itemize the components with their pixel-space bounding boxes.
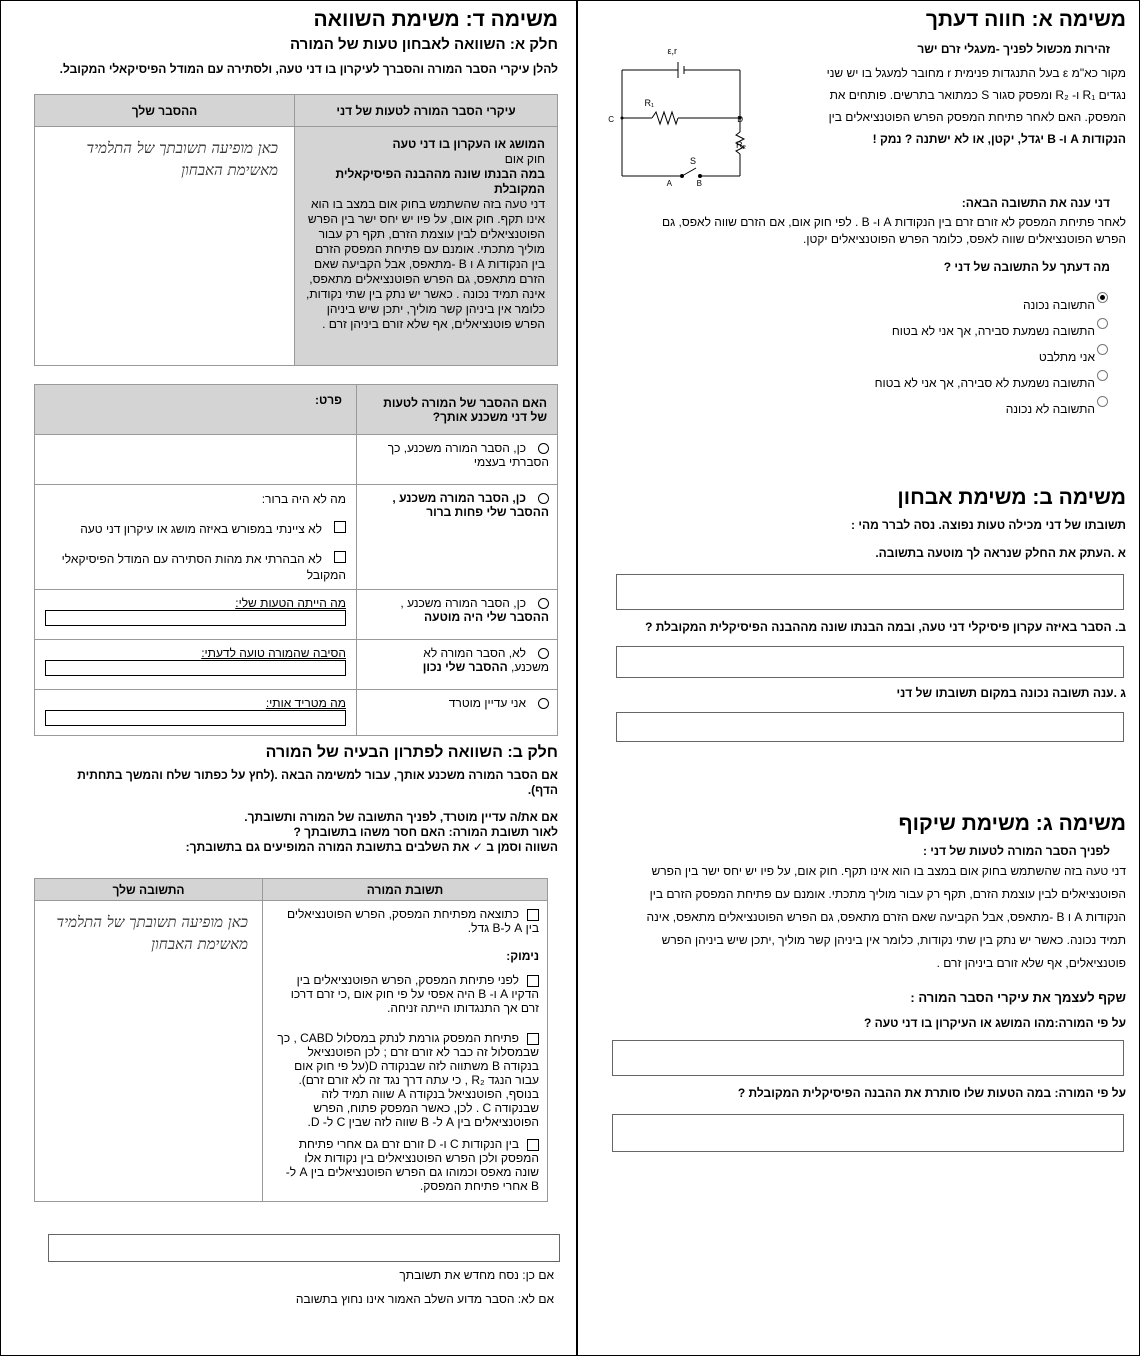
task-b-title: משימה ב: משימת אבחון xyxy=(897,486,1126,509)
choice-label: כן, הסבר המורה משכנע , xyxy=(400,596,526,610)
col-header-teacher: עיקרי הסבר המורה לטעות של דני xyxy=(295,95,558,127)
teacher-explanation-line-1: דני טעה בזה שהשתמש בחוק אום במצב בו הוא אינו תקף. חוק אום, על פיו יש יחס ישר בין הפרש xyxy=(651,864,1126,878)
task-d-part-b-title: חלק ב: השוואה לפתרון הבעיה של המורה xyxy=(265,744,558,761)
task-c-summary: שקף לעצמך את עיקרי הסבר המורה : xyxy=(910,990,1126,1005)
bothered-details xyxy=(35,690,357,736)
step-2[interactable] xyxy=(277,973,539,1015)
radio-button[interactable] xyxy=(538,493,549,504)
choice-label-cont: משכנע, xyxy=(507,660,549,674)
task-b-question-b: ב. הסבר באיזה עקרון פיסיקלי דני טעה, ובמה הבנתו שונה מההבנה הפיסיקלית המקובלת ? xyxy=(645,620,1126,634)
choice-convinced-wrong[interactable] xyxy=(357,590,558,640)
circuit-label-r2: R₂ xyxy=(736,140,746,150)
difference-body: דני טעה בזה שהשתמש בחוק אום במצב בו הוא אינו תקף. חוק אום, על פיו יש יחס ישר בין הפרש הפוטנציאלים לבין עוצמת הזרם, תקף רק עבור מוליך מתכתי. אומנם עם פתיחת המפסק הזרם בין הנקודות A ו B -מתאפס, אבל הקביעה שאם הזרם מתאפס, גם הפרש הפוטנציאלים מתאפס, אינה תמיד נכונה . כאשר יש נתק בין שתי נקודות, כלומר אין ביניהן קשר מוליך, יתכן שיש ביניהן הפרש פוטנציאלים, אף שלא זורם ביניהן זרם . xyxy=(306,197,545,331)
dani-answer-line-1: לאחר פתיחת המפסק לא זורם זרם בין הנקודות A ו- B . לפי חוק אום, אם הזרם שווה לאפס, גם xyxy=(661,215,1126,229)
step-4[interactable] xyxy=(277,1137,539,1193)
reason-input[interactable] xyxy=(45,660,346,676)
reason-label: הסיבה שהמורה טועה לדעתי: xyxy=(201,646,346,660)
radio-button[interactable] xyxy=(1097,292,1108,303)
task-c-question-1: על פי המורה:מהו המושג או העיקרון בו דני טעה ? xyxy=(863,1016,1126,1030)
column-divider xyxy=(576,0,578,1356)
task-d-part-a-subtitle: להלן עיקרי הסבר המורה והסברך לעיקרון בו דני טעה, ולסתירה עם המודל הפיסיקאלי המקובל. xyxy=(59,62,558,76)
task-a-title: משימה א: חווה דעתך xyxy=(925,8,1126,31)
choice-label: כן, הסבר המורה משכנע , xyxy=(392,491,526,505)
task-b-question-c: ג .ענה תשובה נכונה במקום תשובתו של דני xyxy=(896,686,1126,700)
checkbox[interactable] xyxy=(527,1139,539,1151)
step-3[interactable] xyxy=(277,1031,539,1129)
conviction-header: האם ההסבר של המורה לטעות של דני משכנע אותך? xyxy=(357,385,558,435)
details-header: פרט: xyxy=(35,385,357,435)
step-text: כתוצאה מפתיחת המפסק, הפרש הפוטנציאלים בין A ל-B גדל. xyxy=(286,907,539,935)
choice-still-bothered[interactable] xyxy=(357,690,558,736)
not-convinced-details xyxy=(35,640,357,690)
task-d-part-a-title: חלק א: השוואה לאבחון טעות של המורה xyxy=(289,36,558,53)
right-column xyxy=(580,0,1138,1356)
option-correct[interactable] xyxy=(875,292,1108,318)
concept-value: חוק אום xyxy=(504,152,545,166)
step-1[interactable] xyxy=(277,907,539,935)
teacher-explanation-line-2: הפוטנציאלים לבין עוצמת הזרם, תקף רק עבור מוליך מתכתי. אומנם עם פתיחת המפסק הזרם בין xyxy=(649,887,1126,901)
footer-line-1: אם כן: נסח מחדש את תשובתך xyxy=(399,1268,554,1282)
choice-convinced-same[interactable] xyxy=(357,435,558,485)
task-a-line-4: הנקודות A ו- B יגדל, יקטן, או לא ישתנה ? נמק ! xyxy=(872,132,1126,146)
unclear-check-2[interactable] xyxy=(45,551,346,583)
circuit-diagram xyxy=(608,40,762,190)
circuit-label-d: D xyxy=(737,115,743,124)
col-header-teacher-answer: תשובת המורה xyxy=(263,879,548,901)
checkbox-label: לא ציינתי במפורש באיזה מושג או עיקרון דני טעה xyxy=(80,522,322,536)
task-c-question-2: על פי המורה: במה הטעות שלו סותרת את ההבנה הפיסיקלית המקובלת ? xyxy=(737,1086,1126,1100)
part-b-line-4: לאור תשובת המורה: האם חסר משהו בתשובתך ? xyxy=(293,825,558,839)
dani-answer-line-2: הפרש הפוטנציאלים שווה לאפס, כלומר הפרש הפוטנציאלים יקטן. xyxy=(803,232,1126,246)
choice-detail-empty xyxy=(35,435,357,485)
circuit-label-r1: R₁ xyxy=(644,98,654,108)
task-a-options xyxy=(875,292,1108,422)
circuit-label-a: A xyxy=(666,179,672,188)
option-label: התשובה נשמעת לא סבירה, אך אני לא בטוח xyxy=(874,376,1095,390)
radio-button[interactable] xyxy=(538,648,549,659)
wrong-details xyxy=(35,590,357,640)
choice-label: כן, הסבר המורה משכנע, כך הסברתי בעצמי xyxy=(387,441,549,469)
teacher-explanation-line-5: פוטנציאלים, אף שלא זורם ביניהן זרם . xyxy=(936,956,1126,970)
task-b-answer-c-field[interactable] xyxy=(616,712,1124,742)
checkbox[interactable] xyxy=(527,1033,539,1045)
choice-not-convinced[interactable] xyxy=(357,640,558,690)
checkbox[interactable] xyxy=(334,551,346,563)
option-label: אני מתלבט xyxy=(1038,350,1095,364)
teacher-explanation-line-4: תמיד נכונה. כאשר יש נתק בין שתי נקודות, כלומר אין ביניהן קשר מוליך ,יתכן שיש ביניהן הפרש xyxy=(661,933,1126,947)
radio-button[interactable] xyxy=(1097,370,1108,381)
circuit-label-c: C xyxy=(608,115,614,124)
step-text: בין הנקודות C ו- D זורם זרם גם אחרי פתיחת המפסק ולכן הפרש הפוטנציאלים בין נקודות אלו שונה מאפס וכמוהו גם הפרש הפוטנציאלים בין A ל- B אחרי פתיחת המפסק. xyxy=(285,1137,539,1193)
teacher-explanation xyxy=(586,860,1126,975)
task-d-part-b-instructions xyxy=(18,768,558,855)
teacher-answer-cell xyxy=(263,901,548,1202)
radio-button[interactable] xyxy=(538,698,549,709)
checkbox[interactable] xyxy=(527,909,539,921)
footer-line-2: אם לא: הסבר מדוע השלב האמור אינו נחוץ בתשובה xyxy=(295,1292,554,1306)
option-incorrect[interactable] xyxy=(875,396,1108,422)
option-implausible[interactable] xyxy=(875,370,1108,396)
student-answer-placeholder: כאן מופיעה תשובתך של התלמיד מאשימת האבחון xyxy=(86,139,278,179)
task-a-question: מה דעתך על התשובה של דני ? xyxy=(943,260,1110,274)
unclear-check-1[interactable] xyxy=(45,521,346,537)
reason-label: נימוק: xyxy=(506,949,539,963)
choice-label: אני עדיין מוטרד xyxy=(448,696,526,710)
choice-label: לא, הסבר המורה לא xyxy=(423,646,526,660)
task-a-line-1: מקור כא"מ ε בעל התנגדות פנימית r מחובר למעגל בו יש שני xyxy=(826,66,1126,80)
rewrite-answer-field[interactable] xyxy=(48,1234,560,1262)
circuit-label-s: S xyxy=(689,156,696,166)
option-undecided[interactable] xyxy=(875,344,1108,370)
task-a-subtitle: זהירות מכשול לפניך -מעגלי זרם ישר xyxy=(917,42,1110,56)
radio-button[interactable] xyxy=(1097,344,1108,355)
option-label: התשובה לא נכונה xyxy=(1005,402,1095,416)
option-label: התשובה נכונה xyxy=(1022,298,1095,312)
task-c-subtitle: לפניך הסבר המורה לטעות של דני : xyxy=(922,844,1110,858)
wrong-input[interactable] xyxy=(45,610,346,626)
teacher-comparison-table xyxy=(34,94,558,366)
checkbox[interactable] xyxy=(334,521,346,533)
task-c-answer-2-field[interactable] xyxy=(612,1114,1124,1152)
task-d-title: משימה ד: משימת השוואה xyxy=(313,8,558,31)
bothered-label: מה מטריד אותי: xyxy=(265,696,346,710)
concept-heading: המושג או העקרון בו דני טעה xyxy=(392,137,545,151)
choice-label-emphasis: ההסבר שלי היה מוטעה xyxy=(424,610,549,624)
col-header-yours: ההסבר שלך xyxy=(35,95,295,127)
bothered-input[interactable] xyxy=(45,710,346,726)
radio-button[interactable] xyxy=(538,443,549,454)
radio-button[interactable] xyxy=(1097,318,1108,329)
col-header-your-answer: התשובה שלך xyxy=(35,879,263,901)
task-a-line-2: נגדים R₁ ו- R₂ ומפסק סגור S כמתואר בתרשים. פותחים את xyxy=(829,88,1126,102)
wrong-label: מה הייתה הטעות שלי: xyxy=(235,596,346,610)
choice-convinced-unclear[interactable] xyxy=(357,485,558,590)
teacher-explanation-cell xyxy=(295,127,558,366)
option-label: התשובה נשמעת סבירה, אך אני לא בטוח xyxy=(891,324,1095,338)
task-b-answer-a-field[interactable] xyxy=(616,574,1124,610)
choice-label-emphasis: ההסבר שלי פחות ברור xyxy=(426,505,549,519)
conviction-table xyxy=(34,384,558,736)
solution-comparison-table xyxy=(34,878,548,1202)
radio-button[interactable] xyxy=(1097,396,1108,407)
task-c-title: משימה ג: משימת שיקוף xyxy=(898,812,1126,835)
dani-answer-heading: דני ענה את התשובה הבאה: xyxy=(961,196,1110,210)
task-a-problem xyxy=(766,62,1126,150)
dani-answer-text xyxy=(586,214,1126,248)
step-text: לפני פתיחת המפסק, הפרש הפוטנציאלים בין הדקיו A ו- B היה אפסי על פי חוק אום ,כי זרם דרכו זרם אך התנגדותו הייתה זניחה. xyxy=(290,973,539,1015)
part-b-line-3: אם את/ה עדיין מוטרד, לפניך התשובה של המורה ותשובתך. xyxy=(244,810,558,824)
unclear-details xyxy=(35,485,357,590)
task-b-subtitle: תשובתו של דני מכילה טעות נפוצה. נסה לברר מהי : xyxy=(851,518,1126,532)
task-a-line-3: המפסק. האם לאחר פתיחת המפסק הפרש הפוטנציאלים בין xyxy=(828,110,1126,124)
part-b-line-2: הדף). xyxy=(527,783,558,797)
circuit-label-b: B xyxy=(696,179,702,188)
checkbox[interactable] xyxy=(527,975,539,987)
part-b-line-5: השווה וסמן ב ✓ את השלבים בתשובת המורה המופיעים גם בתשובתך: xyxy=(185,840,558,854)
radio-button[interactable] xyxy=(538,598,549,609)
circuit-label-emf: ε,r xyxy=(667,46,677,56)
part-b-line-1: אם הסבר המורה משכנע אותך, עבור למשימה הבאה .(לחץ על כפתור שלח והמשך בתחתית xyxy=(77,768,558,782)
student-answer-placeholder: כאן מופיעה תשובתך של התלמיד מאשימת האבחון xyxy=(56,913,248,953)
teacher-explanation-line-3: הנקודות A ו B -מתאפס, אבל הקביעה שאם הזרם מתאפס, גם הפרש הפוטנציאלים מתאפס, אינה xyxy=(646,910,1126,924)
choice-label-emphasis: ההסבר שלי נכון xyxy=(422,660,508,674)
step-text: פתיחת המפסק גורמת לנתק במסלול CABD , כך שבמסלול זה כבר לא זורם זרם ; לכן הפוטנציאל בנקודה B משתווה לזה שבנקודה D(על פי חוק אום עבור הנגד R₂ , כי עתה דרך נגד זה לא זורם זרם). בנוסף, הפוטנציאל בנקודה A שווה תמיד לזה שבנקודה C . לכן, כאשר המפסק פתוח, הפרש הפוטנציאלים בין A ל- B שווה לזה שבין C ל- D. xyxy=(277,1031,539,1129)
task-b-question-a: א .העתק את החלק שנראה לך מוטעה בתשובה. xyxy=(875,546,1126,560)
student-answer-cell xyxy=(35,127,295,366)
task-c-answer-1-field[interactable] xyxy=(612,1040,1124,1076)
unclear-label: מה לא היה ברור: xyxy=(261,492,346,506)
checkbox-label: לא הבהרתי את מהות הסתירה עם המודל הפיסיקאלי המקובל xyxy=(61,552,346,582)
task-b-answer-b-field[interactable] xyxy=(616,646,1124,678)
your-answer-cell xyxy=(35,901,263,1202)
difference-heading: במה הבנתו שונה מההבנה הפיסיקאלית המקובלת xyxy=(335,167,545,196)
option-plausible[interactable] xyxy=(875,318,1108,344)
